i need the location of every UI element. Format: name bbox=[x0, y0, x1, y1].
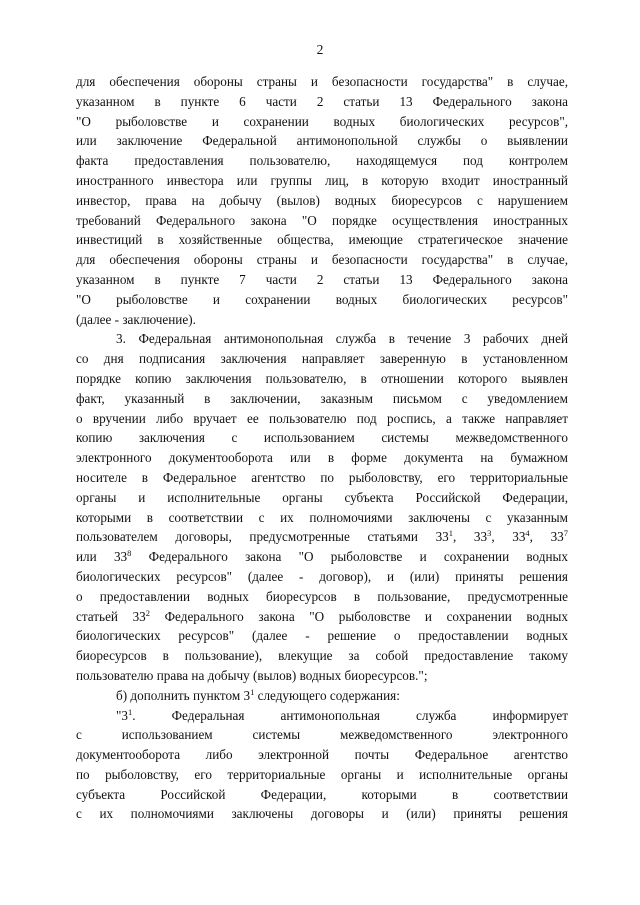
text-line: инвестор, права на добычу (вылов) водных биоресурсов с нарушением bbox=[76, 192, 568, 208]
text-line: с их полномочиями заключены договоры и (или) приняты решения bbox=[76, 806, 568, 822]
text-segment: пользователем договоры, предусмотренные статьями 33 bbox=[76, 529, 449, 545]
text-segment: . Федеральная антимонопольная служба информирует bbox=[132, 707, 568, 723]
text-segment: , 33 bbox=[491, 529, 526, 545]
text-line bbox=[76, 527, 568, 547]
text-segment: б) дополнить пунктом 3 bbox=[116, 687, 251, 703]
superscript: 7 bbox=[563, 528, 568, 539]
text-line: о вручении либо вручает ее пользователю под роспись, а также направляет bbox=[76, 410, 568, 426]
text-line: биоресурсов в пользование), влекущие за собой предоставление такому bbox=[76, 648, 568, 664]
text-line: указанном в пункте 6 части 2 статьи 13 Федерального закона bbox=[76, 93, 568, 109]
page-number: 2 bbox=[316, 42, 324, 57]
text-line bbox=[76, 607, 568, 627]
superscript: 1 bbox=[127, 706, 133, 717]
text-segment: следующего содержания: bbox=[254, 687, 400, 703]
text-line bbox=[76, 686, 568, 706]
text-segment: , 33 bbox=[453, 529, 488, 545]
text-line: 3. Федеральная антимонопольная служба в течение 3 рабочих дней bbox=[116, 331, 568, 347]
text-line bbox=[76, 547, 568, 567]
text-segment: Федерального закона "О рыболовстве и сохранении водных bbox=[150, 608, 568, 624]
text-line: или заключение Федеральной антимонопольной службы о выявлении bbox=[76, 133, 568, 149]
text-segment: "3 bbox=[116, 707, 128, 723]
superscript: 4 bbox=[525, 528, 530, 539]
text-line: субъекта Российской Федерации, которыми в соответствии bbox=[76, 786, 568, 802]
superscript: 1 bbox=[448, 528, 454, 539]
text-line: указанном в пункте 7 части 2 статьи 13 Федерального закона bbox=[76, 271, 568, 287]
text-segment: Федерального закона "О рыболовстве и сохранении водных bbox=[131, 549, 568, 565]
text-line: документооборота либо электронной почты Федеральное агентство bbox=[76, 747, 568, 763]
superscript: 2 bbox=[145, 607, 151, 618]
text-line: с использованием системы межведомственного электронного bbox=[76, 727, 568, 743]
text-segment: или 33 bbox=[76, 549, 128, 565]
text-line: органы и исполнительные органы субъекта Российской Федерации, bbox=[76, 489, 568, 505]
superscript: 8 bbox=[127, 548, 132, 559]
text-line: факт, указанный в заключении, заказным письмом с уведомлением bbox=[76, 390, 568, 406]
text-line: (далее - заключение). bbox=[76, 311, 196, 327]
text-line bbox=[76, 706, 568, 726]
text-line: факта предоставления пользователю, находящемуся под контролем bbox=[76, 153, 568, 169]
superscript: 1 bbox=[250, 686, 255, 697]
text-line: порядке копию заключения пользователю, в отношении которого выявлен bbox=[76, 370, 568, 386]
text-line: иностранного инвестора или группы лиц, в которую входит иностранный bbox=[76, 172, 568, 188]
superscript: 3 bbox=[487, 528, 492, 539]
text-line: для обеспечения обороны страны и безопасности государства" в случае, bbox=[76, 252, 568, 268]
text-line: "О рыболовстве и сохранении водных биологических ресурсов" bbox=[76, 291, 568, 307]
text-line: пользователю права на добычу (вылов) водных биоресурсов."; bbox=[76, 667, 428, 683]
text-line: о предоставлении водных биоресурсов в пользование, предусмотренные bbox=[76, 588, 568, 604]
text-line: электронного документооборота или в форме документа на бумажном bbox=[76, 450, 568, 466]
text-line: которыми в соответствии с их полномочиями заключены с указанным bbox=[76, 509, 568, 525]
text-line: "О рыболовстве и сохранении водных биологических ресурсов", bbox=[76, 113, 568, 129]
text-line: по рыболовству, его территориальные органы и исполнительные органы bbox=[76, 766, 568, 782]
text-segment: , 33 bbox=[529, 529, 564, 545]
text-line: биологических ресурсов" (далее - договор), и (или) приняты решения bbox=[76, 568, 568, 584]
text-line: биологических ресурсов" (далее - решение о предоставлении водных bbox=[76, 628, 568, 644]
text-segment: статьей 33 bbox=[76, 608, 146, 624]
text-line: требований Федерального закона "О порядке осуществления иностранных bbox=[76, 212, 568, 228]
document-body bbox=[76, 72, 568, 824]
text-line: копию заключения с использованием системы межведомственного bbox=[76, 430, 568, 446]
text-line: со дня подписания заключения направляет заверенную в установленном bbox=[76, 351, 568, 367]
text-line: инвестиций в хозяйственные общества, имеющие стратегическое значение bbox=[76, 232, 568, 248]
text-line: для обеспечения обороны страны и безопасности государства" в случае, bbox=[76, 74, 568, 89]
text-line: носителе в Федеральное агентство по рыболовству, его территориальные bbox=[76, 469, 568, 485]
